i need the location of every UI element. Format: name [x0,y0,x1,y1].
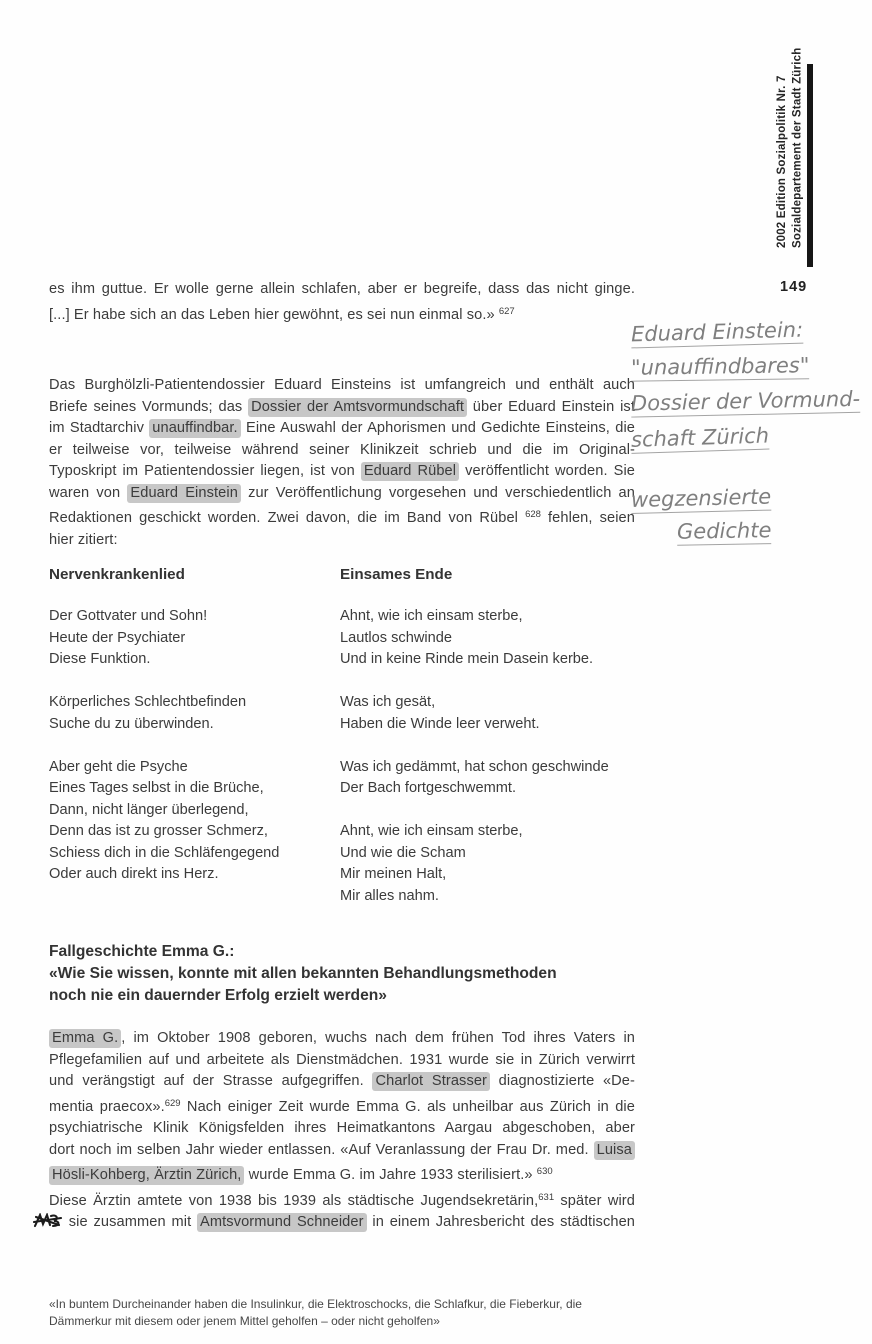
text-run: Das Burghölzli-Patientendossier Eduard Einsteins ist umfangreich und enthält auch [49,377,635,393]
text-line: Dann, nicht länger überlegend, [49,801,249,818]
text-line [49,1140,635,1162]
text-run: Eine Auswahl der Aphorismen und Gedichte Einsteins, die [240,420,636,436]
footnote-reference: 631 [538,1191,555,1203]
footnote-reference: 627 [498,305,515,317]
text-line [340,800,635,822]
text-run: Pflegefamilien auf und arbeitete als Dienstmädchen. 1931 wurde sie in Zürich verwirrt [49,1051,635,1068]
text-run: Typoskript im Patientendossier liegen, ist von [49,463,361,479]
text-line: Oder auch direkt ins Herz. [49,866,219,882]
text-run: sie zusammen mit [63,1214,198,1230]
text-line [49,1050,635,1072]
handwritten-text: wegzensierte [630,484,772,512]
footnote-quote [49,1296,614,1330]
poem-title-right: Einsames Ende [340,566,453,583]
section-heading-fallgeschichte [49,941,635,1007]
text-line [49,1071,635,1093]
text-line [49,418,635,440]
text-run: zur Veröffentlichung vorgesehen und verschiedentlich an [240,484,635,501]
text-line: Ahnt, wie ich einsam sterbe, [340,823,523,839]
edition-black-bar [807,64,813,267]
handwritten-line [677,512,872,548]
text-line: Mir alles nahm. [340,887,439,904]
text-line: Dämmerkur mit diesem oder jenem Mittel geholfen – oder nicht geholfen» [49,1313,440,1328]
text-run: veröffentlicht worden. Sie [459,463,635,479]
text-line [49,1118,635,1140]
page-number: 149 [780,279,808,295]
footnote-reference: 629 [164,1097,181,1109]
text-line [49,397,635,419]
handwritten-line [631,311,872,353]
text-line: Schiess dich in die Schläfengegend [49,844,280,861]
text-line [49,461,635,483]
text-run: [...] Er habe sich an das Leben hier gewöhnt, es sei nun einmal so.» [49,306,499,323]
handwritten-text: Eduard Einstein: [630,317,804,347]
edition-line-1: 2002 Edition Sozialpolitik Nr. 7 [776,75,788,248]
handwritten-text: "unauffindbares" [630,353,810,380]
poem-nervenkrankenlied [49,564,340,907]
text-line [49,735,340,757]
text-line [49,504,635,530]
edition-vertical-text [775,47,808,248]
poems-section [49,564,635,907]
scribble-redaction [33,1213,63,1228]
highlight-mark: Dossier der Amtsvormundschaft [248,398,467,417]
text-run: Diese Ärztin amtete von 1938 bis 1939 als städtische Jugendsekretärin, [49,1192,539,1209]
highlight-mark: Amtsvormund Schneider [197,1213,367,1232]
text-line [49,1161,635,1187]
text-line [340,735,635,757]
highlight-mark: unauffindbar. [149,419,240,438]
handwritten-note-dossier [631,314,872,454]
text-line [49,375,635,397]
text-line: Lautlos schwinde [340,629,452,646]
text-line: Diese Funktion. [49,651,151,667]
text-line [49,1212,635,1234]
text-line: noch nie ein dauernder Erfolg erzielt werden» [49,987,387,1004]
page-content [49,279,635,1330]
text-line: Fallgeschichte Emma G.: [49,943,235,960]
text-line: Der Gottvater und Sohn! [49,608,208,624]
text-run: über Eduard Einstein ist [467,398,635,415]
text-line [340,671,635,693]
text-line: Heute der Psychiater [49,629,186,646]
text-line: Körperliches Schlechtbefinden [49,694,247,710]
text-run: waren von [49,484,128,501]
text-run: später wird [554,1192,635,1209]
text-line: Suche du zu überwinden. [49,715,214,732]
highlight-mark: Hösli-Kohberg, Ärztin Zürich, [49,1166,244,1185]
text-run: Nach einiger Zeit wurde Emma G. als unheilbar aus Zürich in die [180,1098,635,1115]
text-run: hier zitiert: [49,531,118,548]
text-run: psychiatrische Klinik Königsfelden ihres Heimatkantons Aargau abgeschoben, aber [49,1120,635,1136]
poem-lines-left [49,606,340,886]
text-run: im Stadtarchiv [49,420,150,436]
text-run: wurde Emma G. im Jahre 1933 sterilisiert.» [244,1167,537,1183]
poem-lines-right [340,606,635,907]
text-line: Haben die Winde leer verweht. [340,715,540,732]
text-line: Was ich gesät, [340,694,436,710]
highlight-mark: Eduard Einstein [127,484,241,503]
paragraph-dossier [49,375,635,551]
text-run: mentia praecox». [49,1098,165,1115]
text-run: Briefe seines Vormunds; das [49,398,249,415]
text-run: er teilweise vor, teilweise während seiner Klinikzeit schrieb und die im Original- [49,441,635,458]
text-line [49,301,635,327]
handwritten-text: schaft Zürich [630,423,770,452]
text-run: dort noch im selben Jahr wieder entlassen. «Auf Veranlassung der Frau Dr. med. [49,1141,594,1158]
text-line: Der Bach fortgeschwemmt. [340,780,516,796]
poem-einsames-ende [340,564,635,907]
highlight-mark: Luisa [594,1141,635,1160]
text-line [49,671,340,693]
text-line [49,1187,635,1213]
text-line: Eines Tages selbst in die Brüche, [49,780,264,796]
text-line: Mir meinen Halt, [340,866,447,882]
text-line: Was ich gedämmt, hat schon geschwinde [340,758,609,775]
text-line: «Wie Sie wissen, konnte mit allen bekannten Behandlungsmethoden [49,965,557,982]
handwritten-text: Gedichte [676,518,772,544]
text-line: Und wie die Scham [340,844,466,861]
edition-line-2: Sozialdepartement der Stadt Zürich [791,47,804,248]
text-line [49,530,635,552]
text-line [49,1028,635,1050]
handwritten-line [631,347,872,385]
handwritten-line [631,415,872,458]
footnote-reference: 628 [525,509,541,520]
poem-title-left: Nervenkrankenlied [49,566,185,583]
paragraph-quote-continuation [49,279,635,326]
text-line: Und in keine Rinde mein Dasein kerbe. [340,651,594,667]
handwritten-line [631,478,872,517]
text-run: , im Oktober 1908 geboren, wuchs nach dem frühen Tod ihres Vaters in [121,1030,636,1046]
text-run: und verängstigt auf der Strasse aufgegriffen. [49,1073,373,1089]
text-line [49,1093,635,1119]
text-line: Denn das ist zu grosser Schmerz, [49,823,268,839]
highlight-mark: Charlot Strasser [372,1072,490,1091]
text-line: Aber geht die Psyche [49,758,188,775]
text-run: es ihm guttue. Er wolle gerne allein schlafen, aber er begreife, dass das nicht ginge. [49,281,635,297]
handwritten-text: Dossier der Vormund- [630,386,861,416]
text-run: fehlen, seien [540,510,635,526]
text-line [49,483,635,505]
text-line: Ahnt, wie ich einsam sterbe, [340,608,523,624]
text-run: Redaktionen geschickt worden. Zwei davon, die im Band von Rübel [49,510,526,526]
handwritten-margin-notes [631,314,872,547]
text-run: diagnostizierte «De- [490,1073,635,1089]
text-line: «In buntem Durcheinander haben die Insulinkur, die Elektroschocks, die Schlafkur, die Fieberkur, die [49,1296,582,1311]
footnote-reference: 630 [536,1166,553,1177]
handwritten-note-gedichte [631,481,872,547]
text-line [49,440,635,462]
text-run: in einem Jahresbericht des städtischen [366,1214,635,1230]
paragraph-emma [49,1028,635,1234]
highlight-mark: Emma G. [49,1029,121,1048]
highlight-mark: Eduard Rübel [361,462,459,481]
text-line [49,279,635,301]
